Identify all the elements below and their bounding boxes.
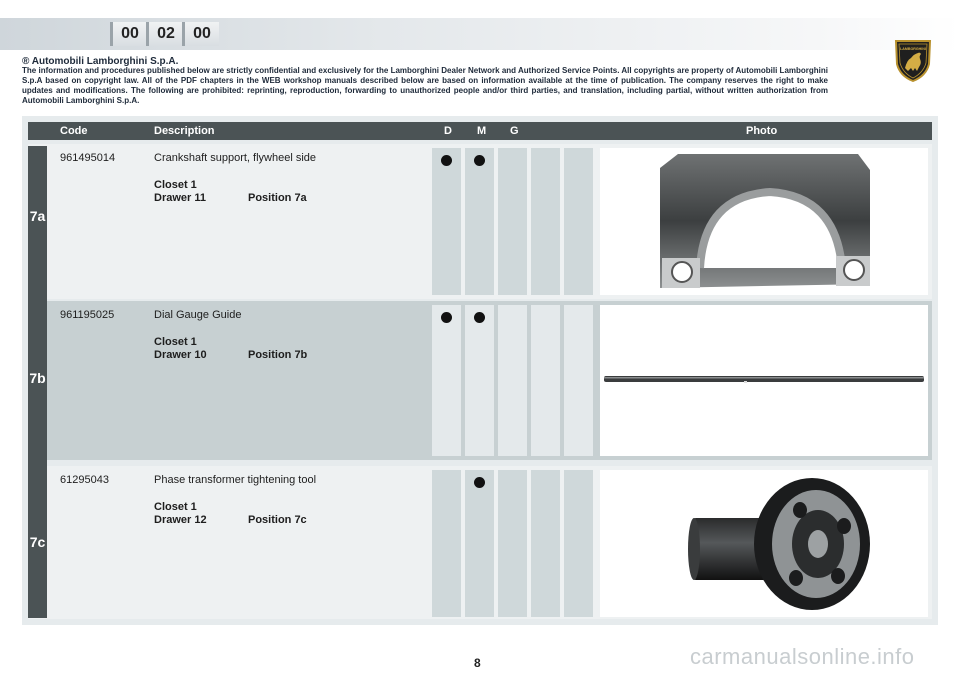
tool-code: 61295043: [60, 474, 109, 486]
table-row: [28, 144, 932, 299]
section-code-3: 00: [182, 22, 219, 46]
column-header-g: G: [510, 125, 519, 137]
svg-text:LAMBORGHINI: LAMBORGHINI: [900, 47, 926, 51]
applicability-dot: [474, 477, 485, 488]
tool-photo-dial-gauge-guide: [600, 305, 928, 456]
marker-cell-extra: [564, 148, 593, 295]
tool-position: Position 7c: [248, 514, 307, 526]
position-tag-strip: [28, 146, 47, 618]
applicability-dot: [441, 312, 452, 323]
tool-closet: Closet 1: [154, 179, 197, 191]
applicability-dot: [474, 312, 485, 323]
marker-cell-d: [432, 148, 461, 295]
applicability-dot: [474, 155, 485, 166]
position-tag: 7b: [29, 370, 46, 386]
table-row: [28, 466, 932, 619]
tool-photo-phase-transformer-tool: [600, 470, 928, 617]
tool-drawer: Drawer 12: [154, 514, 207, 526]
tool-closet: Closet 1: [154, 336, 197, 348]
table-row: [28, 301, 932, 460]
lamborghini-logo: [893, 38, 933, 82]
marker-cell-extra: [564, 470, 593, 617]
tool-closet: Closet 1: [154, 501, 197, 513]
column-header-photo: Photo: [746, 125, 778, 137]
position-tag: 7c: [29, 534, 46, 550]
marker-cell-m: [465, 305, 494, 456]
column-header-description: Description: [154, 125, 215, 137]
watermark-text: carmanualsonline.info: [690, 644, 915, 669]
tool-description: Phase transformer tightening tool: [154, 474, 317, 486]
column-header-m: M: [477, 125, 487, 137]
marker-cell-d: [432, 305, 461, 456]
company-name: ® Automobili Lamborghini S.p.A.: [22, 56, 179, 67]
bull-shield-icon: [893, 38, 933, 82]
tool-photo-crankshaft-support: [600, 148, 928, 295]
marker-cell-extra: [564, 305, 593, 456]
column-header-code: Code: [60, 125, 88, 137]
tool-drawer: Drawer 10: [154, 349, 207, 361]
tool-description: Crankshaft support, flywheel side: [154, 152, 317, 164]
tool-table: [22, 116, 938, 625]
marker-cell-extra: [531, 305, 560, 456]
section-code-2: 02: [146, 22, 183, 46]
marker-cell-d: [432, 470, 461, 617]
marker-cell-extra: [531, 148, 560, 295]
tool-position: Position 7a: [248, 192, 307, 204]
marker-cell-extra: [531, 470, 560, 617]
position-tag: 7a: [29, 208, 46, 224]
tool-code: 961195025: [60, 309, 115, 321]
column-header-d: D: [444, 125, 452, 137]
page-number: 8: [474, 656, 481, 670]
table-header: [28, 122, 932, 140]
marker-cell-g: [498, 470, 527, 617]
section-code-1: 00: [110, 22, 147, 46]
tool-position: Position 7b: [248, 349, 308, 361]
tool-drawer: Drawer 11: [154, 192, 206, 204]
tool-description: Dial Gauge Guide: [154, 309, 242, 321]
marker-cell-m: [465, 470, 494, 617]
marker-cell-g: [498, 305, 527, 456]
tool-code: 961495014: [60, 152, 116, 164]
applicability-dot: [441, 155, 452, 166]
disclaimer-text: The information and procedures published below are strictly confidential and exclusively for the Lamborghini Dealer Network and Authorized Service Points. All copyrights are property of Automobili Lamborghini S.p.A based on copyright law. All of the PDF chapters in the WEB workshop manuals described below are based on information available at the time of publication. The company reserves the right to make updates and modifications. The following are prohibited: reprinting, reproduction, forwarding to unauthorized people and/or third parties, and translation, including partial, without written authorization from Automobili Lamborghini S.p.A.: [22, 66, 828, 105]
marker-cell-m: [465, 148, 494, 295]
marker-cell-g: [498, 148, 527, 295]
